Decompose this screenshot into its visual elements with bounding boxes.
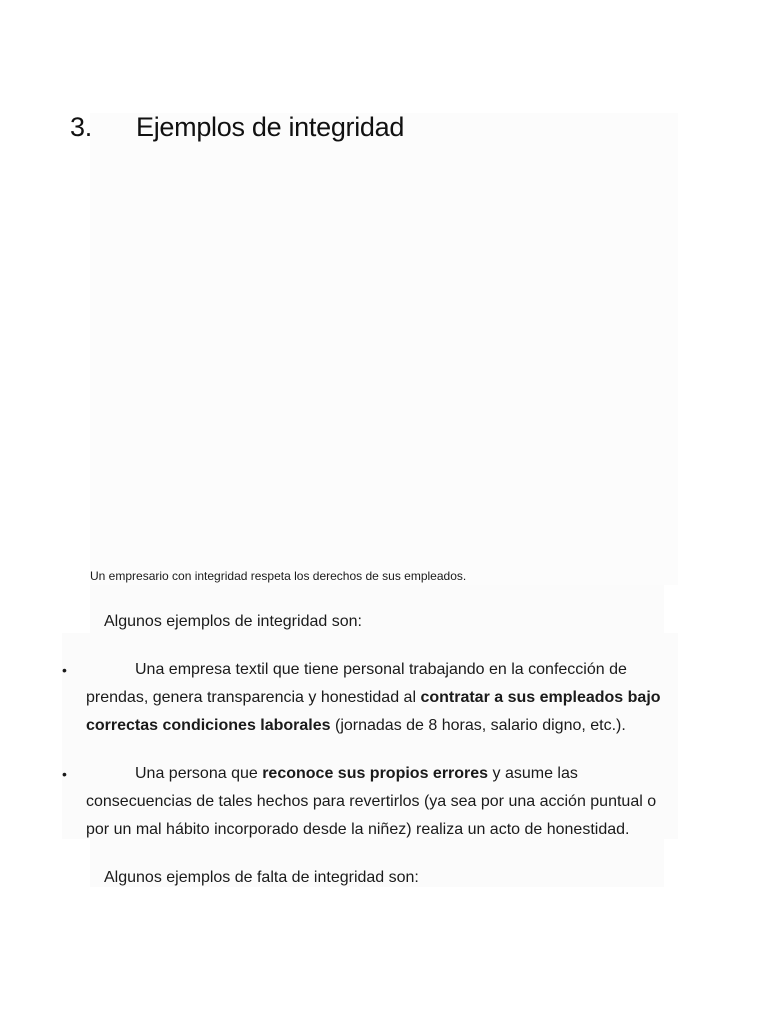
list-item-text: Una empresa textil que tiene personal trabajando en la confección de prendas, genera transparencia y honestidad al	[86, 661, 627, 706]
bullet-icon: •	[62, 662, 67, 678]
image-caption: Un empresario con integridad respeta los derechos de sus empleados.	[90, 569, 467, 583]
section-title: Ejemplos de integridad	[136, 112, 405, 142]
non-examples-intro: Algunos ejemplos de falta de integridad son:	[104, 869, 419, 886]
section-heading	[70, 112, 404, 143]
illustration-placeholder	[90, 113, 678, 585]
list-item	[62, 656, 678, 740]
list-item-text: (jornadas de 8 horas, salario digno, etc.).	[330, 717, 626, 734]
list-item-text: Una persona que	[135, 765, 263, 782]
list-item	[62, 760, 678, 844]
section-number: 3.	[70, 112, 92, 142]
list-item-text: y asume las consecuencias de tales hechos para revertirlos (ya sea por una acción puntual o por un mal hábito incorporado desde la niñez) realiza un acto de honestidad.	[86, 765, 657, 838]
bullet-icon: •	[62, 766, 67, 782]
list-item-emphasis: contratar a sus empleados bajo correctas condiciones laborales	[86, 689, 661, 734]
list-item-emphasis: reconoce sus propios errores	[262, 765, 489, 782]
examples-intro: Algunos ejemplos de integridad son:	[104, 613, 362, 630]
